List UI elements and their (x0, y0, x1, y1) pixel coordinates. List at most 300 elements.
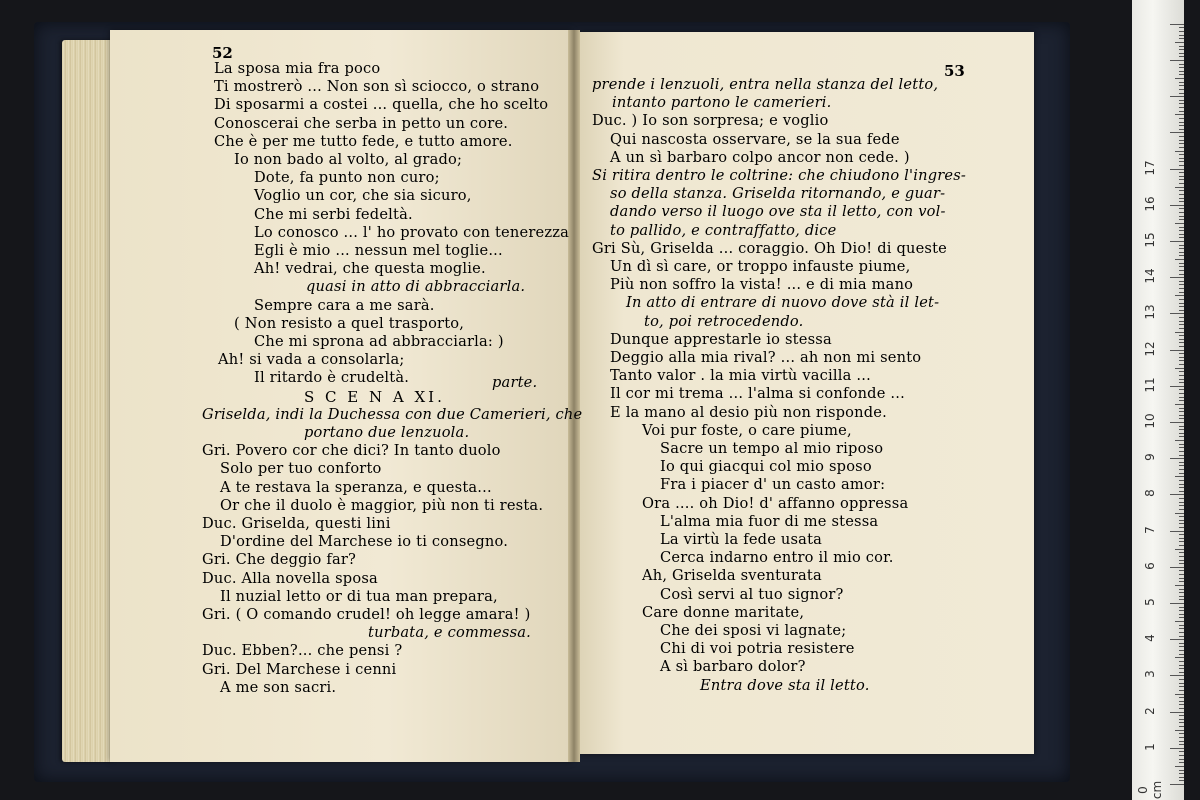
right-page-line: Dunque apprestarle io stessa (610, 330, 832, 348)
ruler-tick (1179, 527, 1184, 528)
ruler-tick (1175, 440, 1184, 441)
left-page-line: Solo per tuo conforto (220, 460, 382, 478)
left-page-line: A me son sacri. (220, 678, 337, 696)
left-page-line: Gri. Che deggio far? (202, 551, 357, 569)
ruler-tick (1179, 100, 1184, 101)
left-page-line: Che mi sprona ad abbracciarla: ) (254, 333, 504, 350)
ruler-tick (1175, 694, 1184, 695)
ruler-tick (1179, 216, 1184, 217)
ruler-tick (1179, 592, 1184, 593)
left-page-line: Io non bado al volto, al grado; (234, 151, 463, 168)
ruler-tick (1179, 632, 1184, 633)
ruler-tick (1179, 154, 1184, 155)
ruler-tick (1179, 382, 1184, 383)
ruler-tick (1179, 183, 1184, 184)
ruler-tick (1179, 596, 1184, 597)
ruler-tick (1179, 415, 1184, 416)
ruler-tick (1179, 701, 1184, 702)
ruler-tick (1179, 556, 1184, 557)
right-page-line: prende i lenzuoli, entra nella stanza del letto, (592, 76, 939, 93)
ruler-tick (1179, 252, 1184, 253)
ruler-tick (1179, 523, 1184, 524)
ruler-tick (1179, 27, 1184, 28)
right-page-line: Qui nascosta osservare, se la sua fede (610, 130, 900, 148)
ruler-tick (1175, 78, 1184, 79)
ruler-tick (1170, 494, 1184, 495)
ruler-tick (1179, 353, 1184, 354)
ruler-tick (1175, 223, 1184, 224)
left-page-line: Ti mostrerò ... Non son sì sciocco, o strano (214, 78, 540, 96)
ruler-tick (1179, 502, 1184, 503)
ruler-tick (1179, 122, 1184, 123)
ruler-tick (1179, 498, 1184, 499)
ruler-tick (1179, 538, 1184, 539)
ruler-tick (1179, 335, 1184, 336)
ruler-tick (1179, 411, 1184, 412)
ruler-tick (1170, 96, 1184, 97)
ruler-tick (1179, 520, 1184, 521)
ruler-tick (1179, 780, 1184, 781)
ruler-tick (1179, 245, 1184, 246)
ruler-tick (1175, 621, 1184, 622)
ruler-tick (1179, 248, 1184, 249)
ruler-label: 16 (1143, 196, 1157, 212)
left-page-line: Ah! si vada a consolarla; (218, 351, 405, 369)
ruler-tick (1179, 393, 1184, 394)
ruler-tick (1179, 364, 1184, 365)
ruler-tick (1170, 639, 1184, 640)
ruler-label: 3 (1143, 670, 1157, 679)
ruler-tick (1179, 726, 1184, 727)
ruler-tick (1179, 722, 1184, 723)
ruler-tick (1179, 67, 1184, 68)
left-page-line: Che mi serbi fedeltà. (254, 205, 413, 223)
ruler-tick (1179, 560, 1184, 561)
ruler-tick (1179, 480, 1184, 481)
ruler-label: 11 (1143, 377, 1157, 393)
ruler-tick (1170, 422, 1184, 423)
ruler-tick (1170, 313, 1184, 314)
right-page-line: Duc. ) Io son sorpresa; e voglio (592, 112, 829, 130)
ruler-label: 1 (1143, 742, 1157, 751)
left-page-line: Gri. Povero cor che dici? In tanto duolo (202, 442, 501, 460)
left-page-line: Il nuzial letto or di tua man prepara, (220, 587, 498, 605)
ruler-tick (1170, 60, 1184, 61)
measuring-ruler (1132, 0, 1184, 800)
ruler-tick (1179, 274, 1184, 275)
ruler-tick (1179, 617, 1184, 618)
ruler-tick (1179, 375, 1184, 376)
ruler-label: 14 (1143, 268, 1157, 284)
ruler-tick (1170, 132, 1184, 133)
ruler-tick (1179, 71, 1184, 72)
ruler-tick (1175, 332, 1184, 333)
ruler-tick (1179, 469, 1184, 470)
book-gutter (568, 30, 580, 762)
ruler-tick (1179, 473, 1184, 474)
ruler-tick (1170, 350, 1184, 351)
right-page-line: Chi di voi potria resistere (660, 640, 855, 658)
ruler-tick (1175, 404, 1184, 405)
ruler-tick (1179, 360, 1184, 361)
right-page-line: A un sì barbaro colpo ancor non cede. ) (610, 148, 910, 166)
right-page-line: Ora .... oh Dio! d' affanno oppressa (642, 494, 909, 512)
ruler-tick (1179, 574, 1184, 575)
ruler-tick (1179, 686, 1184, 687)
ruler-tick (1179, 306, 1184, 307)
ruler-tick (1170, 205, 1184, 206)
ruler-tick (1179, 129, 1184, 130)
ruler-tick (1179, 607, 1184, 608)
ruler-label: 6 (1143, 561, 1157, 570)
left-page-line: Duc. Ebben?... che pensi ? (202, 642, 403, 660)
ruler-tick (1179, 292, 1184, 293)
ruler-tick (1179, 299, 1184, 300)
ruler-tick (1179, 230, 1184, 231)
ruler-tick (1179, 552, 1184, 553)
ruler-tick (1179, 219, 1184, 220)
ruler-tick (1179, 371, 1184, 372)
ruler-tick (1179, 281, 1184, 282)
ruler-tick (1179, 310, 1184, 311)
ruler-tick (1179, 545, 1184, 546)
left-page-line: Griselda, indi la Duchessa con due Camerieri, che (202, 405, 583, 423)
left-page-line: Egli è mio ... nessun mel toglie... (254, 242, 503, 259)
ruler-tick (1179, 56, 1184, 57)
right-page-line: Che dei sposi vi lagnate; (660, 622, 847, 639)
ruler-tick (1179, 227, 1184, 228)
ruler-tick (1179, 570, 1184, 571)
ruler-tick (1179, 433, 1184, 434)
ruler-tick (1179, 777, 1184, 778)
ruler-tick (1179, 610, 1184, 611)
ruler-tick (1179, 35, 1184, 36)
ruler-tick (1175, 585, 1184, 586)
ruler-tick (1179, 733, 1184, 734)
left-page-line: Lo conosco ... l' ho provato con tenerezza (254, 223, 570, 241)
left-page-line: quasi in atto di abbracciarla. (306, 278, 526, 296)
ruler-tick (1179, 158, 1184, 159)
ruler-tick (1179, 342, 1184, 343)
ruler-tick (1179, 408, 1184, 409)
right-page-line: Voi pur foste, o care piume, (642, 421, 852, 439)
ruler-tick (1179, 49, 1184, 50)
ruler-tick (1170, 169, 1184, 170)
ruler-tick (1179, 581, 1184, 582)
ruler-tick (1175, 151, 1184, 152)
ruler-tick (1175, 476, 1184, 477)
left-page-line: Conoscerai che serba in petto un core. (214, 114, 509, 132)
ruler-tick (1179, 505, 1184, 506)
left-page-line: Voglio un cor, che sia sicuro, (254, 187, 472, 205)
right-page-line: to pallido, e contraffatto, dice (610, 221, 837, 239)
ruler-tick (1179, 628, 1184, 629)
ruler-tick (1179, 317, 1184, 318)
left-page-line: D'ordine del Marchese io ti consegno. (220, 533, 509, 551)
ruler-tick (1179, 418, 1184, 419)
right-page-line: Ah, Griselda sventurata (642, 567, 822, 585)
right-page-line: A sì barbaro dolor? (660, 658, 806, 676)
ruler-tick (1179, 643, 1184, 644)
ruler-tick (1175, 657, 1184, 658)
ruler-tick (1170, 603, 1184, 604)
left-page-line: Sempre cara a me sarà. (254, 296, 435, 314)
ruler-tick (1179, 578, 1184, 579)
ruler-tick (1170, 24, 1184, 25)
right-page-line: intanto partono le camerieri. (612, 94, 832, 112)
left-page-line: turbata, e commessa. (368, 624, 531, 642)
left-page-line: Che è per me tutto fede, e tutto amore. (214, 132, 513, 150)
ruler-tick (1179, 509, 1184, 510)
ruler-tick (1179, 140, 1184, 141)
ruler-label: 10 (1143, 413, 1157, 429)
ruler-tick (1179, 770, 1184, 771)
page-edges (62, 40, 114, 762)
ruler-tick (1179, 74, 1184, 75)
ruler-tick (1179, 704, 1184, 705)
ruler-tick (1179, 462, 1184, 463)
ruler-tick (1175, 187, 1184, 188)
ruler-tick (1179, 672, 1184, 673)
ruler-tick (1179, 125, 1184, 126)
ruler-tick (1179, 263, 1184, 264)
ruler-tick (1179, 103, 1184, 104)
ruler-tick (1179, 303, 1184, 304)
ruler-tick (1175, 730, 1184, 731)
ruler-label: 13 (1143, 304, 1157, 321)
ruler-label: 15 (1143, 232, 1157, 248)
ruler-tick (1179, 324, 1184, 325)
ruler-tick (1179, 436, 1184, 437)
ruler-label: 17 (1143, 159, 1157, 176)
left-page-line: Duc. Alla novella sposa (202, 569, 378, 587)
right-page-line: Cerca indarno entro il mio cor. (660, 549, 894, 567)
ruler-tick (1179, 708, 1184, 709)
left-page-line: Ah! vedrai, che questa moglie. (254, 260, 486, 278)
right-page-line: so della stanza. Griselda ritornando, e guar- (610, 185, 946, 203)
left-page-line: Il ritardo è crudeltà. (254, 369, 410, 387)
ruler-tick (1179, 715, 1184, 716)
ruler-tick (1179, 465, 1184, 466)
left-page-line: Gri. Del Marchese i cenni (202, 660, 397, 678)
right-page-line: L'alma mia fuor di me stessa (660, 512, 879, 530)
ruler-tick (1179, 234, 1184, 235)
ruler-tick (1170, 567, 1184, 568)
left-page-line: A te restava la speranza, e questa... (220, 478, 492, 496)
ruler-tick (1179, 737, 1184, 738)
ruler-tick (1179, 484, 1184, 485)
ruler-tick (1179, 31, 1184, 32)
ruler-tick (1179, 491, 1184, 492)
ruler-tick (1179, 339, 1184, 340)
right-page-line: Fra i piacer d' un casto amor: (660, 476, 886, 494)
ruler-tick (1179, 64, 1184, 65)
ruler-tick (1179, 668, 1184, 669)
ruler-tick (1179, 744, 1184, 745)
ruler-label: 5 (1143, 598, 1157, 606)
ruler-tick (1179, 93, 1184, 94)
ruler-tick (1179, 755, 1184, 756)
ruler-tick (1179, 190, 1184, 191)
ruler-tick (1179, 719, 1184, 720)
ruler-tick (1179, 237, 1184, 238)
ruler-tick (1179, 389, 1184, 390)
right-page-line: Così servi al tuo signor? (660, 585, 844, 603)
ruler-tick (1170, 458, 1184, 459)
ruler-tick (1175, 114, 1184, 115)
ruler-tick (1179, 650, 1184, 651)
ruler-tick (1179, 328, 1184, 329)
right-page-line: Più non soffro la vista! ... e di mia mano (610, 276, 914, 294)
right-page-line: Sacre un tempo al mio riposo (660, 440, 884, 457)
ruler-tick (1179, 85, 1184, 86)
ruler-tick (1175, 513, 1184, 514)
ruler-tick (1179, 697, 1184, 698)
ruler-tick (1179, 534, 1184, 535)
ruler-tick (1179, 661, 1184, 662)
ruler-label: 9 (1143, 453, 1157, 462)
ruler-tick (1179, 683, 1184, 684)
ruler-tick (1170, 784, 1184, 785)
right-page-line: Entra dove sta il letto. (700, 676, 870, 694)
ruler-tick (1179, 690, 1184, 691)
ruler-tick (1175, 259, 1184, 260)
ruler-tick (1179, 179, 1184, 180)
ruler-tick (1179, 53, 1184, 54)
ruler-label: 0 cm (1136, 780, 1164, 800)
ruler-tick (1179, 379, 1184, 380)
ruler-label: 12 (1143, 340, 1157, 357)
ruler-label: 7 (1143, 525, 1157, 534)
ruler-tick (1179, 212, 1184, 213)
ruler-tick (1179, 429, 1184, 430)
ruler-tick (1179, 194, 1184, 195)
right-page-line: E la mano al desio più non risponde. (610, 403, 887, 421)
ruler-tick (1179, 751, 1184, 752)
left-page-line: Gri. ( O comando crudel! oh legge amara! ) (202, 606, 531, 623)
ruler-tick (1179, 270, 1184, 271)
ruler-tick (1170, 748, 1184, 749)
left-page-line: La sposa mia fra poco (214, 60, 381, 77)
ruler-tick (1179, 487, 1184, 488)
ruler-tick (1179, 759, 1184, 760)
ruler-tick (1170, 277, 1184, 278)
stage-direction-parte: parte. (492, 374, 538, 391)
ruler-tick (1179, 444, 1184, 445)
ruler-tick (1179, 147, 1184, 148)
ruler-tick (1179, 284, 1184, 285)
ruler-tick (1170, 386, 1184, 387)
ruler-tick (1179, 451, 1184, 452)
ruler-tick (1179, 255, 1184, 256)
ruler-tick (1179, 46, 1184, 47)
ruler-tick (1179, 654, 1184, 655)
ruler-tick (1179, 589, 1184, 590)
ruler-tick (1179, 288, 1184, 289)
ruler-tick (1179, 397, 1184, 398)
left-page-line: Dote, fa punto non curo; (254, 169, 440, 187)
ruler-tick (1179, 447, 1184, 448)
ruler-tick (1179, 107, 1184, 108)
left-page-line: ( Non resisto a quel trasporto, (234, 314, 465, 332)
ruler-tick (1179, 741, 1184, 742)
right-page-line: La virtù la fede usata (660, 531, 823, 548)
ruler-tick (1179, 321, 1184, 322)
right-page-line: Care donne maritate, (642, 603, 805, 621)
ruler-tick (1179, 357, 1184, 358)
ruler-tick (1170, 712, 1184, 713)
right-page-line: In atto di entrare di nuovo dove stà il let- (626, 294, 940, 312)
left-page-line: S C E N A XI. (304, 387, 445, 406)
ruler-tick (1179, 346, 1184, 347)
ruler-tick (1179, 201, 1184, 202)
ruler-label: 2 (1143, 706, 1157, 715)
ruler-tick (1179, 111, 1184, 112)
ruler-tick (1179, 614, 1184, 615)
ruler-tick (1179, 198, 1184, 199)
ruler-tick (1179, 762, 1184, 763)
right-page-line: Si ritira dentro le coltrine: che chiudono l'ingres- (592, 167, 967, 184)
right-page-line: Il cor mi trema ... l'alma si confonde ... (610, 385, 905, 403)
ruler-tick (1179, 136, 1184, 137)
ruler-tick (1179, 165, 1184, 166)
ruler-tick (1179, 400, 1184, 401)
ruler-tick (1179, 455, 1184, 456)
ruler-tick (1179, 679, 1184, 680)
ruler-tick (1179, 208, 1184, 209)
ruler-tick (1179, 773, 1184, 774)
right-page-line: Deggio alla mia rival? ... ah non mi sento (610, 349, 922, 366)
right-page-line: dando verso il luogo ove sta il letto, con vol- (610, 203, 946, 221)
ruler-tick (1179, 172, 1184, 173)
ruler-tick (1175, 766, 1184, 767)
ruler-tick (1175, 549, 1184, 550)
ruler-tick (1170, 241, 1184, 242)
ruler-tick (1179, 665, 1184, 666)
left-page-line: portano due lenzuola. (304, 424, 470, 441)
ruler-tick (1175, 368, 1184, 369)
right-page-line: Io qui giacqui col mio sposo (660, 458, 872, 476)
ruler-label: 8 (1143, 489, 1157, 498)
ruler-tick (1179, 636, 1184, 637)
ruler-tick (1170, 531, 1184, 532)
left-page-line: Or che il duolo è maggior, più non ti resta. (220, 496, 544, 514)
left-page-number: 52 (212, 44, 233, 62)
right-page-line: Un dì sì care, or troppo infauste piume, (610, 258, 911, 275)
ruler-label: 4 (1143, 634, 1157, 643)
ruler-tick (1179, 541, 1184, 542)
left-page-line: Duc. Griselda, questi lini (202, 515, 391, 532)
ruler-tick (1179, 625, 1184, 626)
ruler-tick (1170, 675, 1184, 676)
ruler-tick (1179, 646, 1184, 647)
ruler-tick (1179, 176, 1184, 177)
ruler-tick (1179, 82, 1184, 83)
ruler-tick (1179, 599, 1184, 600)
ruler-tick (1179, 563, 1184, 564)
right-page-line: to, poi retrocedendo. (644, 312, 804, 330)
left-page-line: Di sposarmi a costei ... quella, che ho scelto (214, 96, 549, 114)
ruler-tick (1175, 295, 1184, 296)
ruler-tick (1179, 118, 1184, 119)
right-page-line: Gri Sù, Griselda ... coraggio. Oh Dio! di queste (592, 239, 948, 257)
ruler-tick (1175, 42, 1184, 43)
ruler-tick (1179, 38, 1184, 39)
ruler-tick (1179, 426, 1184, 427)
right-page-number: 53 (944, 62, 965, 80)
right-page-line: Tanto valor . la mia virtù vacilla ... (610, 367, 871, 385)
ruler-tick (1179, 161, 1184, 162)
